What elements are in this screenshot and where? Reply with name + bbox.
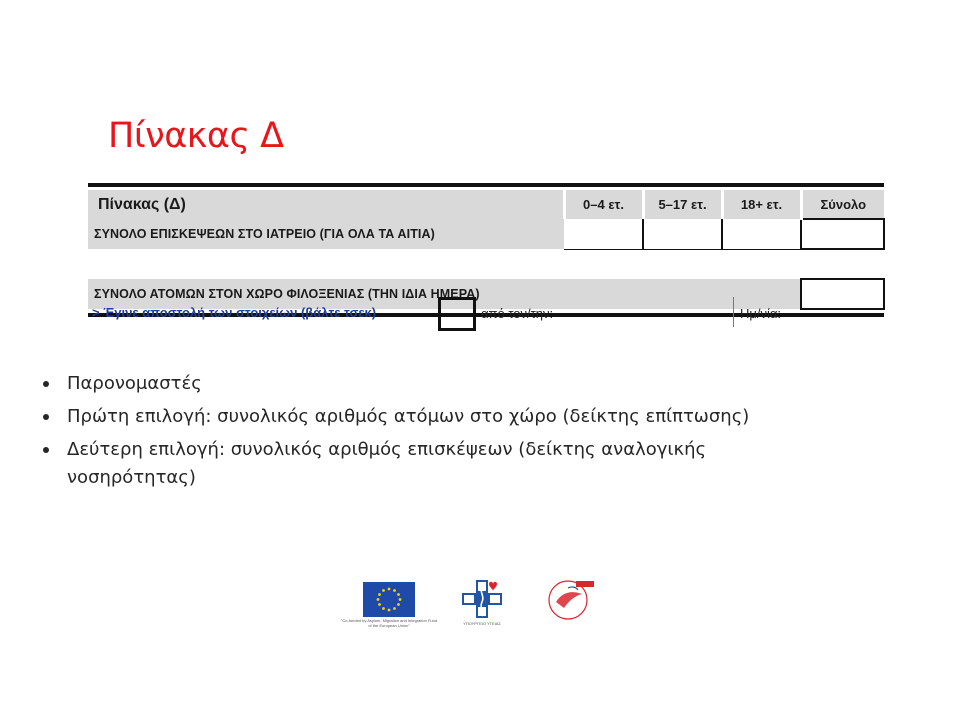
table-header-row	[88, 190, 884, 219]
eu-flag-icon	[363, 582, 415, 617]
bullet-dot-icon	[43, 447, 49, 453]
table-row	[88, 219, 884, 249]
date-label: Ημ/νία:	[740, 306, 782, 321]
bullet-dot-icon	[43, 414, 49, 420]
row-label-visits: ΣΥΝΟΛΟ ΕΠΙΣΚΕΨΕΩΝ ΣΤΟ ΙΑΤΡΕΙΟ (ΓΙΑ ΟΛΑ ΤΑ ΑΙΤΙΑ)	[88, 219, 564, 249]
from-label: από τον/την:	[481, 306, 554, 321]
field-divider	[733, 297, 734, 327]
visits-18plus-cell[interactable]	[722, 219, 801, 249]
bullet-item: Πρώτη επιλογή: συνολικός αριθμός ατόμων στο χώρο (δείκτης επίπτωσης)	[40, 403, 840, 431]
footer-logos	[330, 570, 630, 640]
bullet-item: Παρονομαστές	[40, 370, 840, 398]
table-title: Πίνακας (Δ)	[88, 190, 564, 219]
visits-total-cell[interactable]	[801, 219, 884, 249]
column-header: Σύνολο	[801, 190, 884, 219]
bullet-item: Δεύτερη επιλογή: συνολικός αριθμός επισκέψεων (δείκτης αναλογικής νοσηρότητας)	[40, 436, 840, 492]
column-header: 5–17 ετ.	[643, 190, 722, 219]
sent-confirmation-line	[88, 297, 884, 331]
sent-label: > Έγινε αποστολή των στοιχείων (βάλτε τσεκ)	[92, 305, 377, 320]
column-header: 18+ ετ.	[722, 190, 801, 219]
visits-0-4-cell[interactable]	[564, 219, 643, 249]
visits-5-17-cell[interactable]	[643, 219, 722, 249]
ministry-caption: ΥΠΟΥΡΓΕΙΟ ΥΓΕΙΑΣ	[463, 621, 501, 626]
row-label-persons: ΣΥΝΟΛΟ ΑΤΟΜΩΝ ΣΤΟΝ ΧΩΡΟ ΦΙΛΟΞΕΝΙΑΣ (ΤΗΝ ΙΔΙΑ ΗΜΕΡΑ)	[88, 279, 801, 309]
table-d	[88, 190, 885, 310]
bullet-list	[40, 370, 840, 497]
organization-logo-icon	[538, 578, 598, 622]
bullet-dot-icon	[43, 381, 49, 387]
column-header: 0–4 ετ.	[564, 190, 643, 219]
eu-caption: "Co-funded by Asylum, Migration and Integration Fund of the European Union"	[340, 618, 438, 628]
slide-title: Πίνακας Δ	[108, 116, 284, 156]
ministry-of-health-logo-icon	[462, 580, 502, 618]
sent-checkbox[interactable]	[438, 297, 476, 331]
